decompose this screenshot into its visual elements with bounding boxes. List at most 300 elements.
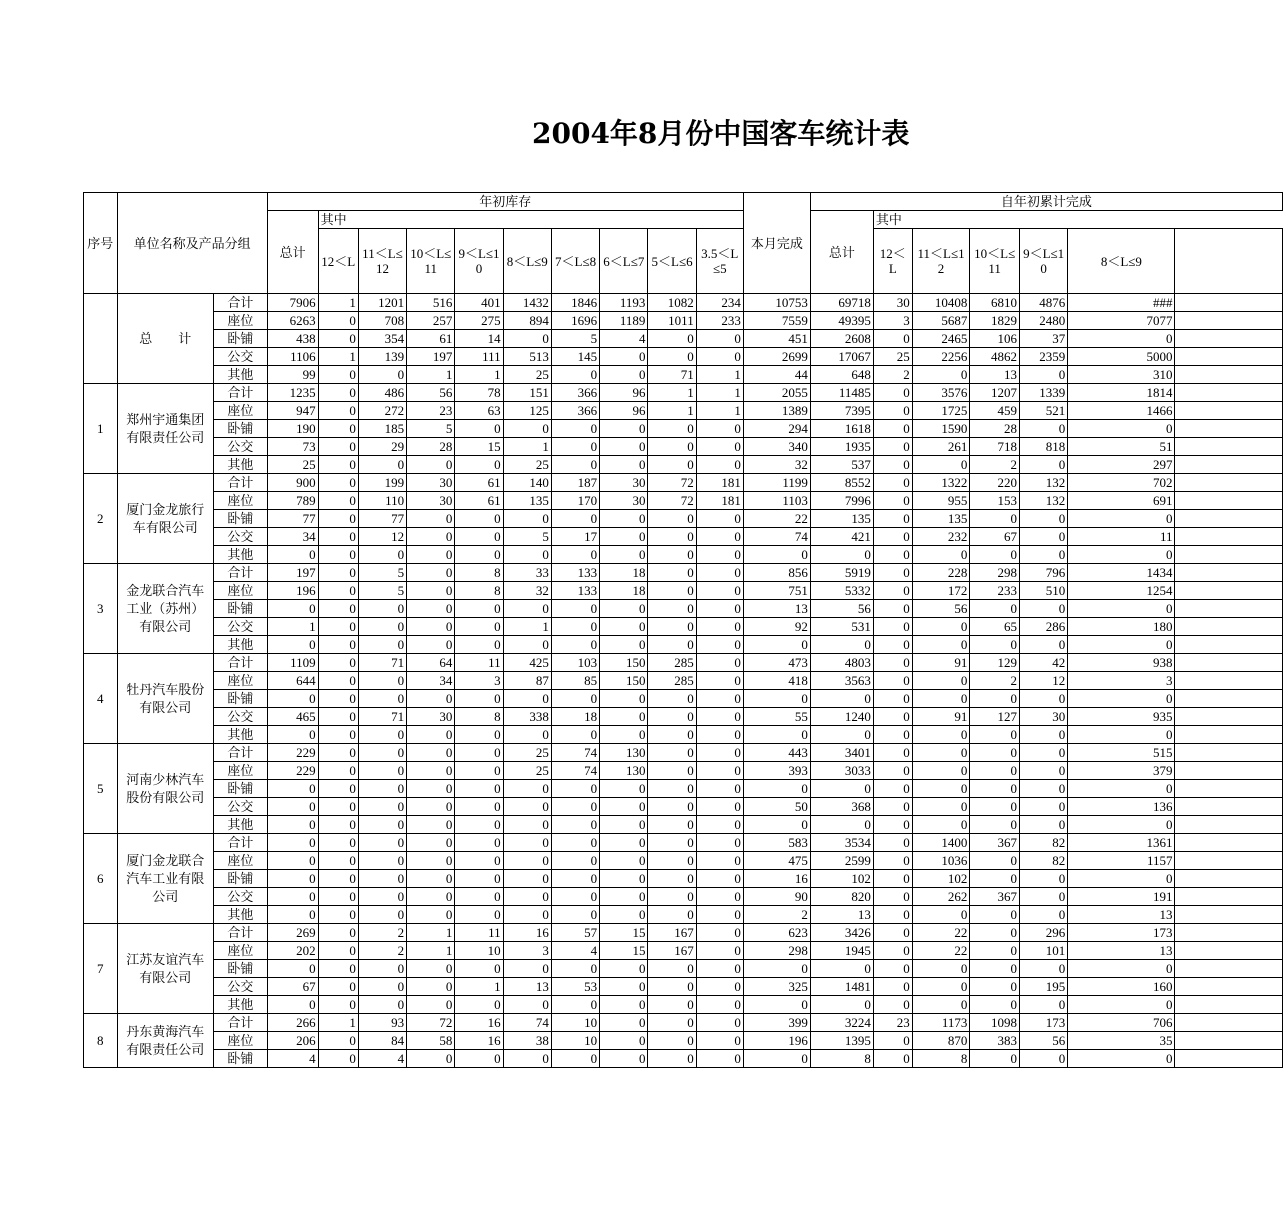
value-cell: 8552 <box>810 474 873 492</box>
value-cell: 23 <box>873 1014 912 1032</box>
value-cell: 1466 <box>1068 402 1175 420</box>
value-cell: 0 <box>696 870 743 888</box>
value-cell: 32 <box>743 456 810 474</box>
value-cell: 298 <box>970 564 1020 582</box>
value-cell: 0 <box>358 762 406 780</box>
group-seq: 8 <box>84 1014 118 1068</box>
table-row <box>84 312 1283 330</box>
value-cell: 0 <box>1068 816 1175 834</box>
table-row <box>84 726 1283 744</box>
value-cell: 228 <box>912 564 970 582</box>
value-cell: 0 <box>551 1050 599 1068</box>
value-cell: 367 <box>970 888 1020 906</box>
value-cell: 0 <box>810 996 873 1014</box>
hidden-cell <box>1175 672 1283 690</box>
table-row <box>84 780 1283 798</box>
value-cell: 0 <box>551 780 599 798</box>
value-cell: 0 <box>503 636 551 654</box>
value-cell: 0 <box>1068 420 1175 438</box>
value-cell: 1 <box>407 942 455 960</box>
value-cell: 475 <box>743 852 810 870</box>
value-cell: 0 <box>1068 780 1175 798</box>
value-cell: 0 <box>600 960 648 978</box>
value-cell: 0 <box>407 546 455 564</box>
value-cell: 2 <box>970 672 1020 690</box>
value-cell: 1618 <box>810 420 873 438</box>
value-cell: 0 <box>873 834 912 852</box>
value-cell: 0 <box>455 456 503 474</box>
value-cell: 297 <box>1068 456 1175 474</box>
header-bin: 8＜L≤9 <box>503 229 551 294</box>
group-seq: 4 <box>84 654 118 744</box>
header-bin: 12＜L <box>318 229 358 294</box>
value-cell: 22 <box>912 924 970 942</box>
group-seq: 6 <box>84 834 118 924</box>
value-cell: 57 <box>551 924 599 942</box>
company-name: 厦门金龙旅行车有限公司 <box>117 474 214 564</box>
value-cell: 0 <box>551 888 599 906</box>
value-cell: 1945 <box>810 942 873 960</box>
company-name: 厦门金龙联合汽车工业有限公司 <box>117 834 214 924</box>
value-cell: 0 <box>407 636 455 654</box>
value-cell: 262 <box>912 888 970 906</box>
value-cell: 2608 <box>810 330 873 348</box>
value-cell: 1036 <box>912 852 970 870</box>
value-cell: 2 <box>358 942 406 960</box>
value-cell: 3426 <box>810 924 873 942</box>
value-cell: 30 <box>407 708 455 726</box>
value-cell: 0 <box>696 1032 743 1050</box>
value-cell: 101 <box>1019 942 1067 960</box>
hidden-cell <box>1175 816 1283 834</box>
value-cell: 0 <box>503 690 551 708</box>
value-cell: 0 <box>696 798 743 816</box>
table-row <box>84 978 1283 996</box>
value-cell: 0 <box>873 402 912 420</box>
value-cell: 82 <box>1019 852 1067 870</box>
value-cell: 0 <box>267 870 318 888</box>
value-cell: 0 <box>600 726 648 744</box>
value-cell: 8 <box>455 708 503 726</box>
value-cell: 6263 <box>267 312 318 330</box>
value-cell: 3224 <box>810 1014 873 1032</box>
value-cell: 0 <box>970 870 1020 888</box>
value-cell: 3 <box>873 312 912 330</box>
hidden-cell <box>1175 852 1283 870</box>
value-cell: 25 <box>503 744 551 762</box>
value-cell: 0 <box>358 744 406 762</box>
table-row <box>84 1050 1283 1068</box>
value-cell: 12 <box>358 528 406 546</box>
value-cell: 206 <box>267 1032 318 1050</box>
product-group: 合计 <box>214 834 268 852</box>
value-cell: 0 <box>267 798 318 816</box>
product-group: 合计 <box>214 1014 268 1032</box>
value-cell: 0 <box>1019 744 1067 762</box>
value-cell: 0 <box>696 546 743 564</box>
table-row <box>84 996 1283 1014</box>
hidden-cell <box>1175 906 1283 924</box>
hidden-cell <box>1175 402 1283 420</box>
value-cell: 111 <box>455 348 503 366</box>
header-month: 本月完成 <box>743 193 810 294</box>
value-cell: 1193 <box>600 294 648 312</box>
value-cell: 438 <box>267 330 318 348</box>
product-group: 其他 <box>214 456 268 474</box>
table-row <box>84 528 1283 546</box>
value-cell: 0 <box>455 834 503 852</box>
value-cell: 197 <box>407 348 455 366</box>
value-cell: 0 <box>318 564 358 582</box>
value-cell: 77 <box>358 510 406 528</box>
value-cell: 0 <box>912 816 970 834</box>
value-cell: 0 <box>318 636 358 654</box>
value-cell: 0 <box>970 546 1020 564</box>
value-cell: 1 <box>648 402 696 420</box>
value-cell: 12 <box>1019 672 1067 690</box>
table-viewport[interactable] <box>83 192 1173 1106</box>
value-cell: 0 <box>318 744 358 762</box>
hidden-cell <box>1175 726 1283 744</box>
value-cell: 368 <box>810 798 873 816</box>
value-cell: 7559 <box>743 312 810 330</box>
table-row <box>84 798 1283 816</box>
value-cell: 74 <box>503 1014 551 1032</box>
value-cell: 2599 <box>810 852 873 870</box>
value-cell: 0 <box>503 420 551 438</box>
value-cell: 13 <box>810 906 873 924</box>
value-cell: 0 <box>648 1014 696 1032</box>
value-cell: 71 <box>358 654 406 672</box>
group-seq: 5 <box>84 744 118 834</box>
value-cell: 42 <box>1019 654 1067 672</box>
value-cell: 5 <box>503 528 551 546</box>
value-cell: 0 <box>1019 690 1067 708</box>
value-cell: 751 <box>743 582 810 600</box>
value-cell: 0 <box>743 636 810 654</box>
product-group: 卧铺 <box>214 330 268 348</box>
value-cell: 77 <box>267 510 318 528</box>
value-cell: 0 <box>600 978 648 996</box>
value-cell: 294 <box>743 420 810 438</box>
hidden-cell <box>1175 366 1283 384</box>
value-cell: 0 <box>267 834 318 852</box>
value-cell: 354 <box>358 330 406 348</box>
value-cell: 0 <box>551 600 599 618</box>
value-cell: 0 <box>696 564 743 582</box>
value-cell: 185 <box>358 420 406 438</box>
value-cell: 0 <box>318 366 358 384</box>
product-group: 公交 <box>214 888 268 906</box>
value-cell: 13 <box>503 978 551 996</box>
value-cell: 1935 <box>810 438 873 456</box>
value-cell: 0 <box>551 690 599 708</box>
value-cell: 53 <box>551 978 599 996</box>
company-name: 郑州宇通集团有限责任公司 <box>117 384 214 474</box>
value-cell: 0 <box>600 546 648 564</box>
value-cell: 71 <box>648 366 696 384</box>
value-cell: 0 <box>407 600 455 618</box>
value-cell: 6810 <box>970 294 1020 312</box>
value-cell: 0 <box>912 672 970 690</box>
product-group: 公交 <box>214 618 268 636</box>
product-group: 公交 <box>214 348 268 366</box>
product-group: 其他 <box>214 726 268 744</box>
value-cell: 0 <box>648 690 696 708</box>
header-seq: 序号 <box>84 193 118 294</box>
value-cell: 0 <box>873 978 912 996</box>
value-cell: 91 <box>912 708 970 726</box>
value-cell: 421 <box>810 528 873 546</box>
value-cell: 0 <box>551 996 599 1014</box>
value-cell: 1481 <box>810 978 873 996</box>
value-cell: 16 <box>743 870 810 888</box>
value-cell: 0 <box>970 510 1020 528</box>
header-bin: 3.5＜L≤5 <box>696 229 743 294</box>
value-cell: 0 <box>407 852 455 870</box>
value-cell: 103 <box>551 654 599 672</box>
hidden-cell <box>1175 996 1283 1014</box>
value-cell: 0 <box>648 1050 696 1068</box>
value-cell: 0 <box>407 762 455 780</box>
value-cell: 0 <box>912 366 970 384</box>
hidden-cell <box>1175 420 1283 438</box>
value-cell: 531 <box>810 618 873 636</box>
header-bin: 8＜L≤9 <box>1068 229 1175 294</box>
value-cell: 0 <box>318 402 358 420</box>
value-cell: 5 <box>551 330 599 348</box>
value-cell: 220 <box>970 474 1020 492</box>
value-cell: 0 <box>648 816 696 834</box>
value-cell: ### <box>1068 294 1175 312</box>
value-cell: 4803 <box>810 654 873 672</box>
hidden-cell <box>1175 978 1283 996</box>
value-cell: 0 <box>407 780 455 798</box>
value-cell: 0 <box>318 960 358 978</box>
header-bin: 7＜L≤8 <box>551 229 599 294</box>
value-cell: 0 <box>1019 456 1067 474</box>
value-cell: 0 <box>1019 870 1067 888</box>
value-cell: 0 <box>358 852 406 870</box>
value-cell: 25 <box>873 348 912 366</box>
product-group: 合计 <box>214 924 268 942</box>
value-cell: 900 <box>267 474 318 492</box>
value-cell: 0 <box>696 888 743 906</box>
value-cell: 181 <box>696 492 743 510</box>
product-group: 座位 <box>214 852 268 870</box>
value-cell: 0 <box>970 924 1020 942</box>
value-cell: 266 <box>267 1014 318 1032</box>
value-cell: 0 <box>648 960 696 978</box>
value-cell: 275 <box>455 312 503 330</box>
table-row <box>84 384 1283 402</box>
value-cell: 0 <box>318 330 358 348</box>
value-cell: 0 <box>970 960 1020 978</box>
value-cell: 0 <box>912 798 970 816</box>
value-cell: 0 <box>873 726 912 744</box>
value-cell: 0 <box>455 798 503 816</box>
value-cell: 1322 <box>912 474 970 492</box>
company-name: 江苏友谊汽车有限公司 <box>117 924 214 1014</box>
value-cell: 0 <box>970 762 1020 780</box>
value-cell: 366 <box>551 384 599 402</box>
value-cell: 0 <box>267 600 318 618</box>
value-cell: 92 <box>743 618 810 636</box>
value-cell: 1240 <box>810 708 873 726</box>
value-cell: 0 <box>600 1014 648 1032</box>
value-cell: 325 <box>743 978 810 996</box>
value-cell: 0 <box>503 834 551 852</box>
value-cell: 1395 <box>810 1032 873 1050</box>
hidden-cell <box>1175 510 1283 528</box>
product-group: 公交 <box>214 438 268 456</box>
value-cell: 0 <box>1019 510 1067 528</box>
table-row <box>84 762 1283 780</box>
value-cell: 1109 <box>267 654 318 672</box>
value-cell: 870 <box>912 1032 970 1050</box>
value-cell: 187 <box>551 474 599 492</box>
value-cell: 0 <box>318 996 358 1014</box>
hidden-cell <box>1175 600 1283 618</box>
value-cell: 0 <box>358 960 406 978</box>
value-cell: 0 <box>407 798 455 816</box>
value-cell: 69718 <box>810 294 873 312</box>
value-cell: 0 <box>648 438 696 456</box>
value-cell: 1106 <box>267 348 318 366</box>
value-cell: 106 <box>970 330 1020 348</box>
hidden-cell <box>1175 798 1283 816</box>
value-cell: 0 <box>318 618 358 636</box>
value-cell: 0 <box>648 582 696 600</box>
value-cell: 0 <box>873 546 912 564</box>
value-cell: 1 <box>318 294 358 312</box>
value-cell: 272 <box>358 402 406 420</box>
table-row <box>84 564 1283 582</box>
product-group: 卧铺 <box>214 960 268 978</box>
value-cell: 0 <box>358 870 406 888</box>
value-cell: 0 <box>696 924 743 942</box>
table-row <box>84 402 1283 420</box>
table-row <box>84 294 1283 312</box>
value-cell: 0 <box>696 906 743 924</box>
value-cell: 0 <box>1019 798 1067 816</box>
value-cell: 72 <box>648 474 696 492</box>
value-cell: 3401 <box>810 744 873 762</box>
value-cell: 0 <box>912 744 970 762</box>
value-cell: 296 <box>1019 924 1067 942</box>
value-cell: 56 <box>407 384 455 402</box>
value-cell: 8 <box>810 1050 873 1068</box>
value-cell: 0 <box>318 762 358 780</box>
value-cell: 521 <box>1019 402 1067 420</box>
value-cell: 718 <box>970 438 1020 456</box>
value-cell: 202 <box>267 942 318 960</box>
value-cell: 170 <box>551 492 599 510</box>
value-cell: 22 <box>912 942 970 960</box>
value-cell: 0 <box>1068 1050 1175 1068</box>
value-cell: 0 <box>1019 528 1067 546</box>
value-cell: 2 <box>873 366 912 384</box>
group-seq: 2 <box>84 474 118 564</box>
value-cell: 167 <box>648 942 696 960</box>
value-cell: 139 <box>358 348 406 366</box>
value-cell: 5919 <box>810 564 873 582</box>
value-cell: 0 <box>551 906 599 924</box>
value-cell: 180 <box>1068 618 1175 636</box>
value-cell: 0 <box>873 780 912 798</box>
value-cell: 0 <box>873 960 912 978</box>
value-cell: 2480 <box>1019 312 1067 330</box>
value-cell: 0 <box>1068 546 1175 564</box>
table-row <box>84 906 1283 924</box>
value-cell: 0 <box>648 456 696 474</box>
table-row <box>84 852 1283 870</box>
value-cell: 110 <box>358 492 406 510</box>
value-cell: 0 <box>318 1050 358 1068</box>
value-cell: 181 <box>696 474 743 492</box>
value-cell: 1 <box>503 618 551 636</box>
value-cell: 233 <box>970 582 1020 600</box>
hidden-cell <box>1175 582 1283 600</box>
value-cell: 0 <box>648 798 696 816</box>
hidden-cell <box>1175 330 1283 348</box>
value-cell: 0 <box>551 816 599 834</box>
value-cell: 0 <box>455 888 503 906</box>
company-name: 金龙联合汽车工业（苏州）有限公司 <box>117 564 214 654</box>
value-cell: 74 <box>551 762 599 780</box>
value-cell: 82 <box>1019 834 1067 852</box>
product-group: 卧铺 <box>214 420 268 438</box>
value-cell: 0 <box>318 474 358 492</box>
value-cell: 0 <box>267 906 318 924</box>
value-cell: 7906 <box>267 294 318 312</box>
value-cell: 0 <box>455 744 503 762</box>
value-cell: 383 <box>970 1032 1020 1050</box>
value-cell: 0 <box>1019 780 1067 798</box>
product-group: 座位 <box>214 762 268 780</box>
value-cell: 2699 <box>743 348 810 366</box>
value-cell: 0 <box>648 510 696 528</box>
company-name: 丹东黄海汽车有限责任公司 <box>117 1014 214 1068</box>
value-cell: 0 <box>551 960 599 978</box>
value-cell: 0 <box>970 1050 1020 1068</box>
value-cell: 0 <box>455 960 503 978</box>
value-cell: 0 <box>503 510 551 528</box>
value-cell: 465 <box>267 708 318 726</box>
value-cell: 0 <box>455 762 503 780</box>
page-title: 2004年8月份中国客车统计表 <box>532 117 910 150</box>
value-cell: 0 <box>407 456 455 474</box>
product-group: 合计 <box>214 744 268 762</box>
value-cell: 84 <box>358 1032 406 1050</box>
table-row <box>84 546 1283 564</box>
value-cell: 0 <box>455 690 503 708</box>
value-cell: 0 <box>358 618 406 636</box>
value-cell: 0 <box>551 510 599 528</box>
statistics-table <box>83 192 1283 1068</box>
value-cell: 0 <box>503 816 551 834</box>
value-cell: 5000 <box>1068 348 1175 366</box>
value-cell: 5687 <box>912 312 970 330</box>
value-cell: 73 <box>267 438 318 456</box>
value-cell: 0 <box>696 510 743 528</box>
value-cell: 153 <box>970 492 1020 510</box>
value-cell: 856 <box>743 564 810 582</box>
value-cell: 399 <box>743 1014 810 1032</box>
value-cell: 0 <box>873 456 912 474</box>
value-cell: 0 <box>648 708 696 726</box>
value-cell: 0 <box>696 438 743 456</box>
